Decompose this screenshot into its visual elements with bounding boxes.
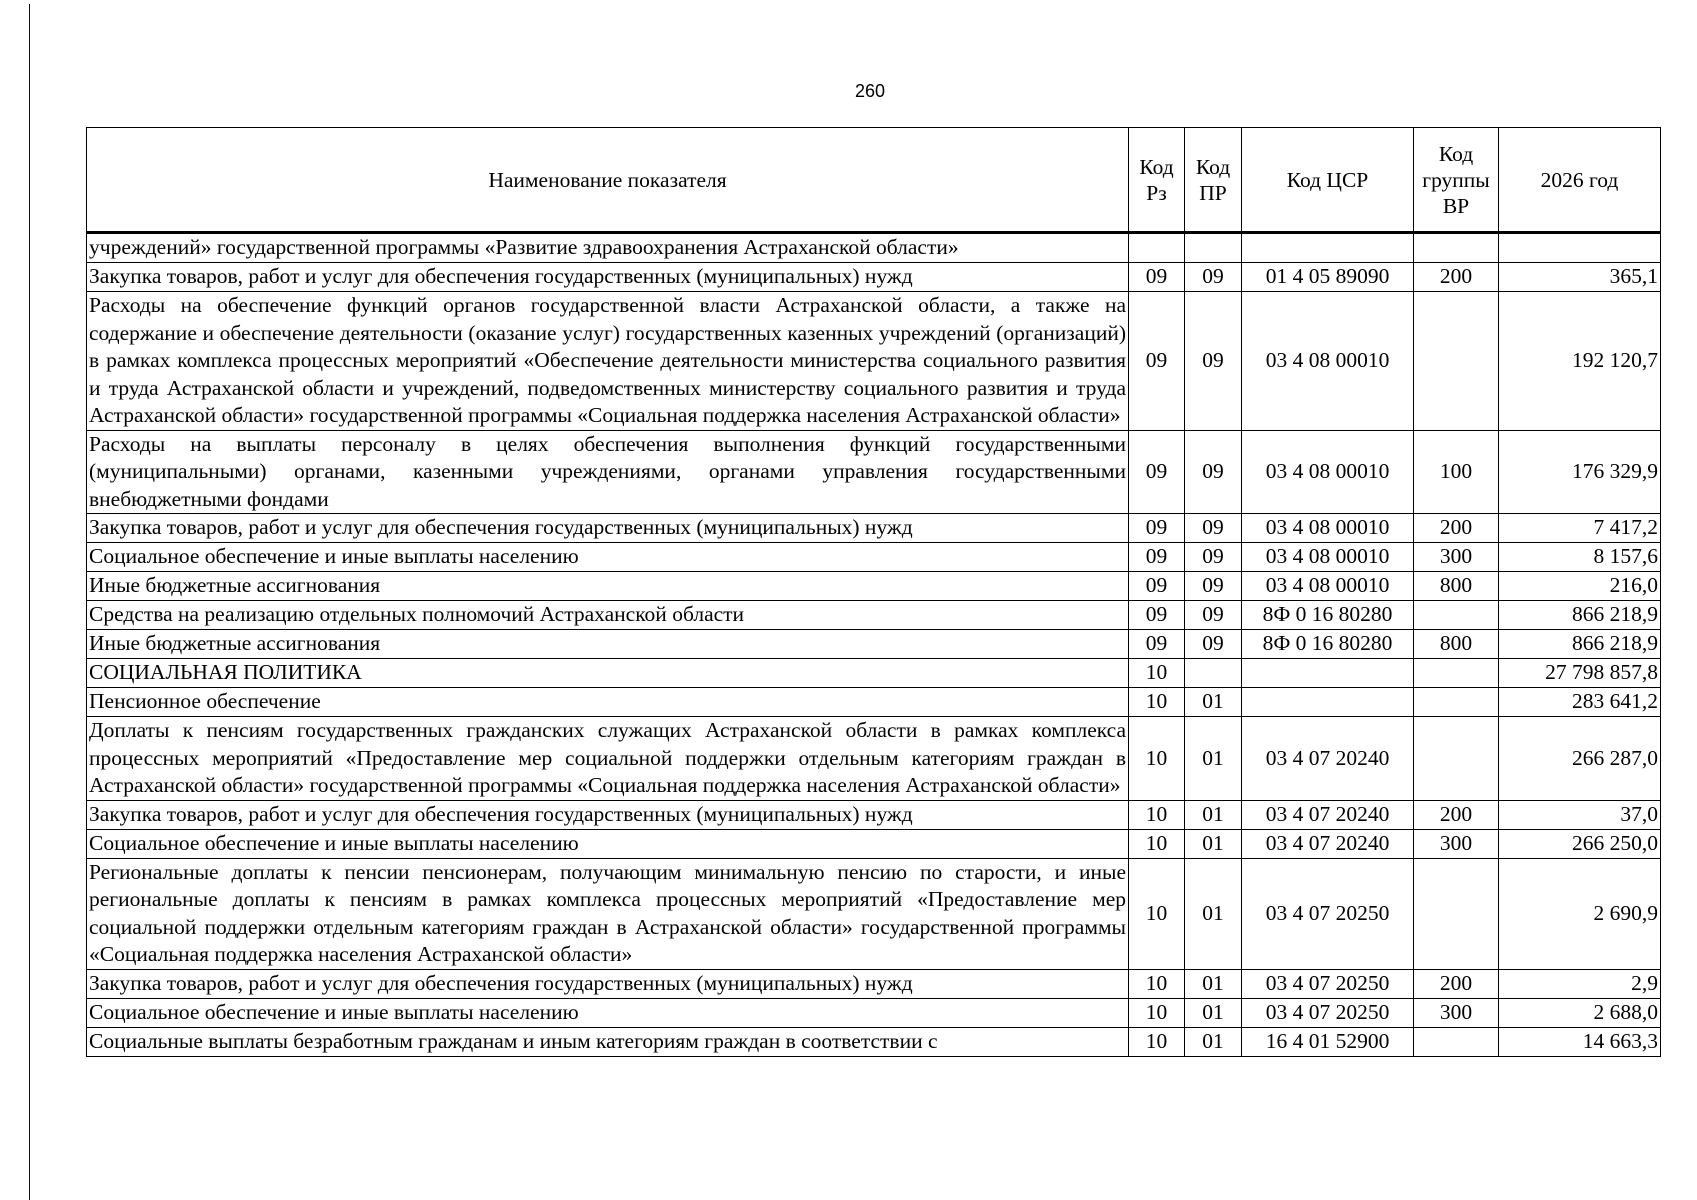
cell-csr: 03 4 08 00010	[1242, 430, 1414, 514]
table-header-row	[87, 128, 1661, 233]
budget-table	[86, 127, 1661, 1057]
table-row	[87, 292, 1661, 431]
cell-name: Закупка товаров, работ и услуг для обеспечения государственных (муниципальных) нужд	[87, 263, 1129, 292]
col-header-csr-label: Код ЦСР	[1286, 167, 1369, 192]
cell-pr: 09	[1185, 543, 1242, 572]
col-header-name	[87, 128, 1129, 233]
table-row	[87, 829, 1661, 858]
table-row	[87, 1027, 1661, 1056]
cell-vr: 200	[1414, 800, 1499, 829]
table-row	[87, 969, 1661, 998]
cell-rz: 09	[1129, 263, 1185, 292]
table-row	[87, 800, 1661, 829]
cell-csr	[1242, 233, 1414, 263]
cell-vr: 300	[1414, 543, 1499, 572]
cell-pr: 09	[1185, 514, 1242, 543]
cell-name: Закупка товаров, работ и услуг для обеспечения государственных (муниципальных) нужд	[87, 800, 1129, 829]
table-row	[87, 543, 1661, 572]
col-header-vr-line1: Код	[1438, 141, 1474, 166]
col-header-rz-line2: Рз	[1146, 180, 1167, 205]
cell-rz: 10	[1129, 1027, 1185, 1056]
cell-vr: 800	[1414, 630, 1499, 659]
cell-csr: 03 4 08 00010	[1242, 543, 1414, 572]
cell-amount: 14 663,3	[1499, 1027, 1661, 1056]
cell-csr: 16 4 01 52900	[1242, 1027, 1414, 1056]
cell-name: Средства на реализацию отдельных полномочий Астраханской области	[87, 601, 1129, 630]
cell-vr	[1414, 659, 1499, 688]
cell-pr: 09	[1185, 601, 1242, 630]
table-row	[87, 572, 1661, 601]
page-number: 260	[854, 81, 886, 101]
cell-name: Социальное обеспечение и иные выплаты населению	[87, 829, 1129, 858]
col-header-rz	[1129, 128, 1185, 233]
cell-amount: 2 690,9	[1499, 858, 1661, 969]
cell-amount: 2 688,0	[1499, 998, 1661, 1027]
cell-csr: 03 4 08 00010	[1242, 572, 1414, 601]
cell-pr: 09	[1185, 430, 1242, 514]
cell-amount: 7 417,2	[1499, 514, 1661, 543]
cell-csr: 03 4 07 20240	[1242, 829, 1414, 858]
cell-rz: 10	[1129, 829, 1185, 858]
cell-name: Социальное обеспечение и иные выплаты населению	[87, 998, 1129, 1027]
cell-amount: 365,1	[1499, 263, 1661, 292]
table-row	[87, 514, 1661, 543]
cell-rz	[1129, 233, 1185, 263]
table-row	[87, 688, 1661, 717]
cell-csr: 03 4 07 20250	[1242, 998, 1414, 1027]
cell-vr	[1414, 858, 1499, 969]
cell-rz: 10	[1129, 969, 1185, 998]
cell-rz: 09	[1129, 601, 1185, 630]
cell-name: Региональные доплаты к пенсии пенсионерам, получающим минимальную пенсию по старости, и иные региональные доплаты к пенсиям в рамках комплекса процессных мероприятий «Предоставление мер социальной поддержки отдельным категориям граждан в Астраханской области» государственной программы «Социальная поддержка населения Астраханской области»	[87, 858, 1129, 969]
col-header-pr	[1185, 128, 1242, 233]
cell-rz: 10	[1129, 659, 1185, 688]
cell-vr: 800	[1414, 572, 1499, 601]
cell-name: СОЦИАЛЬНАЯ ПОЛИТИКА	[87, 659, 1129, 688]
cell-name: учреждений» государственной программы «Развитие здравоохранения Астраханской области»	[87, 233, 1129, 263]
cell-name: Закупка товаров, работ и услуг для обеспечения государственных (муниципальных) нужд	[87, 969, 1129, 998]
cell-vr	[1414, 688, 1499, 717]
col-header-pr-line2: ПР	[1199, 180, 1227, 205]
margin-line	[29, 4, 30, 1200]
cell-csr: 03 4 08 00010	[1242, 514, 1414, 543]
cell-pr: 01	[1185, 1027, 1242, 1056]
cell-vr: 200	[1414, 969, 1499, 998]
cell-name: Расходы на обеспечение функций органов государственной власти Астраханской области, а также на содержание и обеспечение деятельности (оказание услуг) государственных казенных учреждений (организаций) в рамках комплекса процессных мероприятий «Обеспечение деятельности министерства социального развития и труда Астраханской области и учреждений, подведомственных министерству социального развития и труда Астраханской области» государственной программы «Социальная поддержка населения Астраханской области»	[87, 292, 1129, 431]
cell-rz: 09	[1129, 630, 1185, 659]
cell-name: Доплаты к пенсиям государственных гражданских служащих Астраханской области в рамках комплекса процессных мероприятий «Предоставление мер социальной поддержки отдельным категориям граждан в Астраханской области» государственной программы «Социальная поддержка населения Астраханской области»	[87, 717, 1129, 801]
cell-rz: 09	[1129, 514, 1185, 543]
cell-vr: 100	[1414, 430, 1499, 514]
cell-rz: 10	[1129, 800, 1185, 829]
col-header-csr	[1242, 128, 1414, 233]
cell-name: Иные бюджетные ассигнования	[87, 630, 1129, 659]
table-row	[87, 430, 1661, 514]
cell-pr: 01	[1185, 829, 1242, 858]
cell-rz: 09	[1129, 543, 1185, 572]
cell-vr: 300	[1414, 829, 1499, 858]
cell-csr: 03 4 08 00010	[1242, 292, 1414, 431]
cell-rz: 10	[1129, 717, 1185, 801]
cell-pr: 01	[1185, 998, 1242, 1027]
cell-pr: 01	[1185, 800, 1242, 829]
cell-name: Иные бюджетные ассигнования	[87, 572, 1129, 601]
cell-csr	[1242, 688, 1414, 717]
cell-csr: 03 4 07 20250	[1242, 969, 1414, 998]
cell-amount: 8 157,6	[1499, 543, 1661, 572]
cell-csr: 03 4 07 20240	[1242, 717, 1414, 801]
cell-rz: 10	[1129, 998, 1185, 1027]
cell-pr: 01	[1185, 717, 1242, 801]
cell-rz: 09	[1129, 572, 1185, 601]
cell-rz: 09	[1129, 430, 1185, 514]
cell-vr	[1414, 601, 1499, 630]
col-header-pr-line1: Код	[1195, 154, 1231, 179]
cell-name: Социальные выплаты безработным гражданам и иным категориям граждан в соответствии с	[87, 1027, 1129, 1056]
cell-amount: 283 641,2	[1499, 688, 1661, 717]
cell-pr: 09	[1185, 572, 1242, 601]
table-row	[87, 858, 1661, 969]
cell-vr	[1414, 717, 1499, 801]
cell-csr	[1242, 659, 1414, 688]
cell-csr: 01 4 05 89090	[1242, 263, 1414, 292]
col-header-year	[1499, 128, 1661, 233]
table-row	[87, 659, 1661, 688]
cell-amount: 2,9	[1499, 969, 1661, 998]
cell-vr	[1414, 233, 1499, 263]
cell-amount: 216,0	[1499, 572, 1661, 601]
cell-amount: 37,0	[1499, 800, 1661, 829]
cell-vr: 200	[1414, 514, 1499, 543]
cell-vr	[1414, 292, 1499, 431]
cell-pr: 09	[1185, 292, 1242, 431]
cell-vr: 200	[1414, 263, 1499, 292]
cell-name: Социальное обеспечение и иные выплаты населению	[87, 543, 1129, 572]
table-row	[87, 233, 1661, 263]
table-row	[87, 601, 1661, 630]
cell-pr	[1185, 659, 1242, 688]
cell-name: Закупка товаров, работ и услуг для обеспечения государственных (муниципальных) нужд	[87, 514, 1129, 543]
col-header-name-label: Наименование показателя	[488, 167, 727, 192]
cell-pr: 09	[1185, 263, 1242, 292]
cell-rz: 09	[1129, 292, 1185, 431]
cell-rz: 10	[1129, 858, 1185, 969]
cell-vr: 300	[1414, 998, 1499, 1027]
cell-amount: 266 287,0	[1499, 717, 1661, 801]
table-row	[87, 998, 1661, 1027]
col-header-rz-line1: Код	[1139, 154, 1174, 179]
cell-vr	[1414, 1027, 1499, 1056]
cell-pr: 01	[1185, 858, 1242, 969]
cell-amount: 27 798 857,8	[1499, 659, 1661, 688]
cell-amount: 266 250,0	[1499, 829, 1661, 858]
cell-csr: 03 4 07 20250	[1242, 858, 1414, 969]
table-row	[87, 717, 1661, 801]
cell-pr: 09	[1185, 630, 1242, 659]
cell-amount: 866 218,9	[1499, 630, 1661, 659]
cell-pr: 01	[1185, 969, 1242, 998]
cell-amount	[1499, 233, 1661, 263]
cell-csr: 03 4 07 20240	[1242, 800, 1414, 829]
col-header-vr	[1414, 128, 1499, 233]
cell-csr: 8Ф 0 16 80280	[1242, 601, 1414, 630]
cell-pr	[1185, 233, 1242, 263]
cell-pr: 01	[1185, 688, 1242, 717]
cell-amount: 176 329,9	[1499, 430, 1661, 514]
cell-name: Пенсионное обеспечение	[87, 688, 1129, 717]
table-row	[87, 630, 1661, 659]
cell-amount: 192 120,7	[1499, 292, 1661, 431]
col-header-vr-line3: ВР	[1442, 193, 1470, 218]
col-header-year-label: 2026 год	[1540, 167, 1619, 192]
col-header-vr-line2: группы	[1422, 167, 1490, 192]
cell-amount: 866 218,9	[1499, 601, 1661, 630]
cell-csr: 8Ф 0 16 80280	[1242, 630, 1414, 659]
table-row	[87, 263, 1661, 292]
cell-name: Расходы на выплаты персоналу в целях обеспечения выполнения функций государственными (муниципальными) органами, казенными учреждениями, органами управления государственными внебюджетными фондами	[87, 430, 1129, 514]
cell-rz: 10	[1129, 688, 1185, 717]
